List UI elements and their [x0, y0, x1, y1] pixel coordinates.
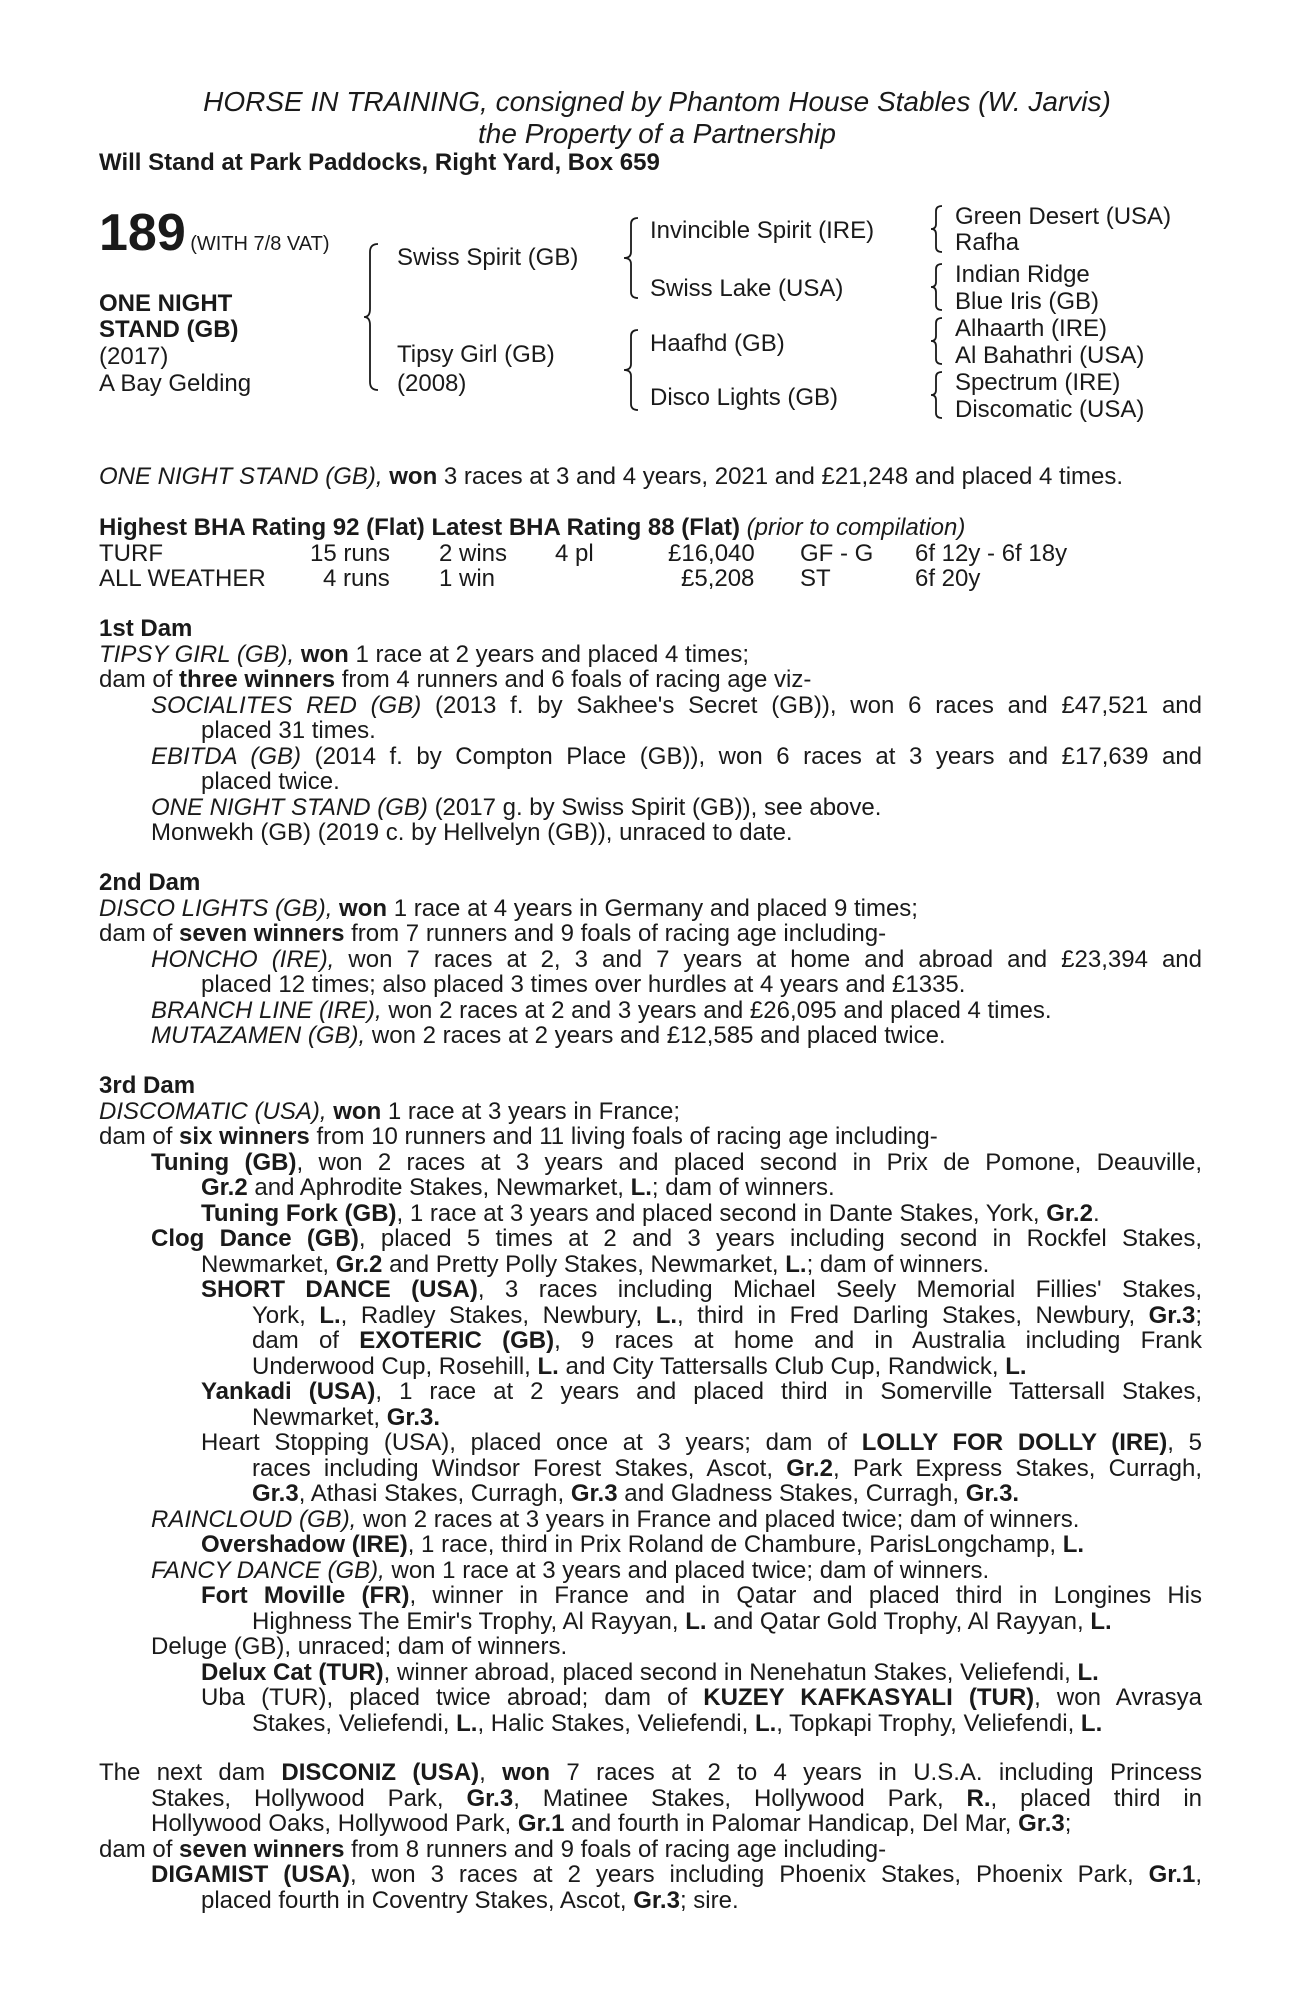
summary-horse-name: ONE NIGHT STAND (GB), — [99, 463, 383, 490]
first-dam-produce-summary: dam of three winners from 4 runners and 6 foals of racing age viz- — [99, 666, 812, 693]
pedigree-brace-g3 — [929, 316, 945, 366]
third-dam-section — [99, 1073, 1202, 1736]
horse-name-line1: ONE NIGHT — [99, 290, 233, 317]
bha-rating — [99, 514, 965, 542]
stat-surface: TURF — [99, 540, 163, 567]
lot-number: 189 — [99, 204, 186, 262]
produce-entry-cont: Highness The Emir's Trophy, Al Rayyan, L. and Qatar Gold Trophy, Al Rayyan, L. — [252, 1607, 1112, 1635]
pedigree-dam: Tipsy Girl (GB) — [397, 341, 555, 368]
pedigree-gen3-5: Alhaarth (IRE) — [955, 315, 1108, 342]
next-dam-section — [99, 1760, 1202, 1913]
produce-entry: Yankadi (USA), 1 race at 2 years and placed third in Somerville Tattersall Stakes, — [201, 1378, 1203, 1405]
stat-placed: 4 pl — [555, 540, 594, 567]
catalogue-title: HORSE IN TRAINING, consigned by Phantom House Stables (W. Jarvis) — [203, 86, 1111, 117]
produce-entry: Overshadow (IRE), 1 race, third in Prix Roland de Chambure, ParisLongchamp, L. — [201, 1531, 1085, 1558]
catalogue-subtitle: the Property of a Partnership — [478, 118, 836, 149]
produce-entry-cont: placed 31 times. — [201, 717, 376, 744]
produce-entry: SHORT DANCE (USA), 3 races including Michael Seely Memorial Fillies' Stakes, — [201, 1276, 1203, 1303]
produce-entry-cont: Gr.2 and Aphrodite Stakes, Newmarket, L.; dam of winners. — [201, 1174, 835, 1201]
pedigree-gen3-7: Spectrum (IRE) — [955, 369, 1121, 396]
stat-going: ST — [800, 565, 831, 592]
produce-entry: Monwekh (GB) (2019 c. by Hellvelyn (GB)), unraced to date. — [151, 819, 793, 846]
first-dam-heading: 1st Dam — [99, 615, 193, 642]
produce-entry-cont: Gr.3, Athasi Stakes, Curragh, Gr.3 and Gladness Stakes, Curragh, Gr.3. — [252, 1480, 1020, 1507]
produce-entry-cont: placed 12 times; also placed 3 times over hurdles at 4 years and £1335. — [201, 971, 966, 998]
produce-entry: Clog Dance (GB), placed 5 times at 2 and 3 years including second in Rockfel Stakes, — [151, 1225, 1202, 1252]
horse-description: A Bay Gelding — [99, 370, 252, 397]
produce-entry: HONCHO (IRE), won 7 races at 2, 3 and 7 years at home and abroad and £23,394 and — [151, 945, 1202, 973]
produce-entry: DIGAMIST (USA), won 3 races at 2 years including Phoenix Stakes, Phoenix Park, Gr.1, — [151, 1861, 1203, 1888]
stat-runs: 4 runs — [323, 565, 390, 592]
produce-entry: ONE NIGHT STAND (GB) (2017 g. by Swiss Spirit (GB)), see above. — [151, 793, 882, 821]
produce-entry: RAINCLOUD (GB), won 2 races at 3 years in France and placed twice; dam of winners. — [151, 1505, 1080, 1533]
produce-entry-cont: York, L., Radley Stakes, Newbury, L., third in Fred Darling Stakes, Newbury, Gr.3; — [252, 1301, 1203, 1329]
pedigree-gen3-2: Rafha — [955, 229, 1020, 256]
second-dam-produce-summary: dam of seven winners from 7 runners and 9 foals of racing age including- — [99, 920, 887, 947]
pedigree-gen3-6: Al Bahathri (USA) — [955, 342, 1145, 369]
produce-entry: Heart Stopping (USA), placed once at 3 years; dam of LOLLY FOR DOLLY (IRE), 5 — [201, 1429, 1202, 1456]
produce-entry-cont: placed fourth in Coventry Stakes, Ascot, Gr.3; sire. — [201, 1886, 739, 1914]
stat-wins: 2 wins — [439, 540, 508, 567]
third-dam-produce-summary: dam of six winners from 10 runners and 11 living foals of racing age including- — [99, 1123, 938, 1150]
pedigree-dam-year: (2008) — [397, 370, 467, 397]
produce-entry-cont: races including Windsor Forest Stakes, Ascot, Gr.2, Park Express Stakes, Curragh, — [252, 1454, 1202, 1482]
bha-rating-note: (prior to compilation) — [746, 514, 966, 541]
foaling-year: (2017) — [99, 343, 169, 370]
produce-entry: Uba (TUR), placed twice abroad; dam of KUZEY KAFKASYALI (TUR), won Avrasya — [201, 1684, 1203, 1711]
stat-going: GF - G — [800, 540, 874, 567]
pedigree-dam-sire: Haafhd (GB) — [650, 330, 785, 357]
produce-entry-cont: Underwood Cup, Rosehill, L. and City Tattersalls Club Cup, Randwick, L. — [252, 1352, 1027, 1380]
produce-entry: Tuning (GB), won 2 races at 3 years and placed second in Prix de Pomone, Deauville, — [151, 1148, 1202, 1176]
horse-name-line2: STAND (GB) — [99, 316, 239, 343]
pedigree-brace-g4 — [929, 370, 945, 420]
second-dam-heading: 2nd Dam — [99, 869, 201, 896]
pedigree-sire-dam: Swiss Lake (USA) — [650, 275, 844, 302]
pedigree-dam-dam: Disco Lights (GB) — [650, 384, 839, 411]
stand-location: Will Stand at Park Paddocks, Right Yard, Box 659 — [99, 149, 660, 176]
produce-entry: FANCY DANCE (GB), won 1 race at 3 years and placed twice; dam of winners. — [151, 1556, 990, 1584]
pedigree-brace-sire — [622, 216, 642, 300]
stat-prize-money: £5,208 — [681, 565, 755, 592]
produce-entry-cont: placed twice. — [201, 768, 340, 795]
pedigree-gen3-3: Indian Ridge — [955, 261, 1090, 288]
stat-wins: 1 win — [439, 565, 496, 592]
produce-entry: Deluge (GB), unraced; dam of winners. — [151, 1633, 568, 1660]
lot-header — [99, 203, 329, 263]
produce-entry-cont: Stakes, Veliefendi, L., Halic Stakes, Veliefendi, L., Topkapi Trophy, Veliefendi, L. — [252, 1709, 1103, 1737]
race-summary — [99, 463, 1123, 491]
produce-entry-cont: Newmarket, Gr.3. — [252, 1403, 441, 1431]
next-dam-record: The next dam DISCONIZ (USA), won 7 races at 2 to 4 years in U.S.A. including Princess — [99, 1759, 1202, 1786]
bha-rating-heading: Highest BHA Rating 92 (Flat) Latest BHA Rating 88 (Flat) — [99, 514, 740, 541]
produce-entry: SOCIALITES RED (GB) (2013 f. by Sakhee's Secret (GB)), won 6 races and £47,521 and — [151, 691, 1202, 719]
produce-entry: MUTAZAMEN (GB), won 2 races at 2 years and £12,585 and placed twice. — [151, 1022, 946, 1049]
pedigree-sire: Swiss Spirit (GB) — [397, 244, 579, 271]
pedigree-gen3-4: Blue Iris (GB) — [955, 288, 1100, 315]
produce-entry: BRANCH LINE (IRE), won 2 races at 2 and 3 years and £26,095 and placed 4 times. — [151, 996, 1052, 1024]
first-dam-section — [99, 616, 1202, 846]
next-dam-record-cont: Hollywood Oaks, Hollywood Park, Gr.1 and fourth in Palomar Handicap, Del Mar, Gr.3; — [151, 1810, 1072, 1837]
next-dam-produce-summary: dam of seven winners from 8 runners and 9 foals of racing age including- — [99, 1835, 887, 1863]
stat-prize-money: £16,040 — [668, 540, 755, 567]
summary-text: 3 races at 3 and 4 years, 2021 and £21,248 and placed 4 times. — [443, 463, 1124, 490]
pedigree-gen3-1: Green Desert (USA) — [955, 203, 1172, 230]
next-dam-record-cont: Stakes, Hollywood Park, Gr.3, Matinee Stakes, Hollywood Park, R., placed third in — [151, 1784, 1202, 1812]
produce-entry-cont: dam of EXOTERIC (GB), 9 races at home and in Australia including Frank — [252, 1327, 1202, 1354]
second-dam-section — [99, 870, 1202, 1049]
pedigree-sire-sire: Invincible Spirit (IRE) — [650, 217, 875, 244]
pedigree-brace-dam — [622, 328, 642, 412]
produce-entry: Delux Cat (TUR), winner abroad, placed second in Nenehatun Stakes, Veliefendi, L. — [201, 1658, 1099, 1686]
third-dam-record: DISCOMATIC (USA), won 1 race at 3 years in France; — [99, 1097, 681, 1125]
produce-entry: Tuning Fork (GB), 1 race at 3 years and placed second in Dante Stakes, York, Gr.2. — [201, 1199, 1100, 1227]
stat-distance: 6f 12y - 6f 18y — [915, 540, 1068, 567]
pedigree-gen3-8: Discomatic (USA) — [955, 396, 1145, 423]
first-dam-record: TIPSY GIRL (GB), won 1 race at 2 years and placed 4 times; — [99, 640, 750, 668]
stat-runs: 15 runs — [310, 540, 391, 567]
vat-note: (WITH 7/8 VAT) — [190, 233, 330, 255]
summary-won: won — [389, 463, 438, 490]
pedigree-brace-g2 — [929, 262, 945, 312]
third-dam-heading: 3rd Dam — [99, 1072, 196, 1099]
produce-entry-cont: Newmarket, Gr.2 and Pretty Polly Stakes, Newmarket, L.; dam of winners. — [201, 1250, 990, 1278]
produce-entry: EBITDA (GB) (2014 f. by Compton Place (GB)), won 6 races at 3 years and £17,639 and — [151, 742, 1203, 770]
produce-entry: Fort Moville (FR), winner in France and in Qatar and placed third in Longines His — [201, 1582, 1202, 1609]
stat-distance: 6f 20y — [915, 565, 981, 592]
pedigree-brace-g1 — [929, 204, 945, 254]
pedigree-brace-main — [362, 242, 382, 392]
stat-surface: ALL WEATHER — [99, 565, 266, 592]
second-dam-record: DISCO LIGHTS (GB), won 1 race at 4 years in Germany and placed 9 times; — [99, 894, 918, 922]
